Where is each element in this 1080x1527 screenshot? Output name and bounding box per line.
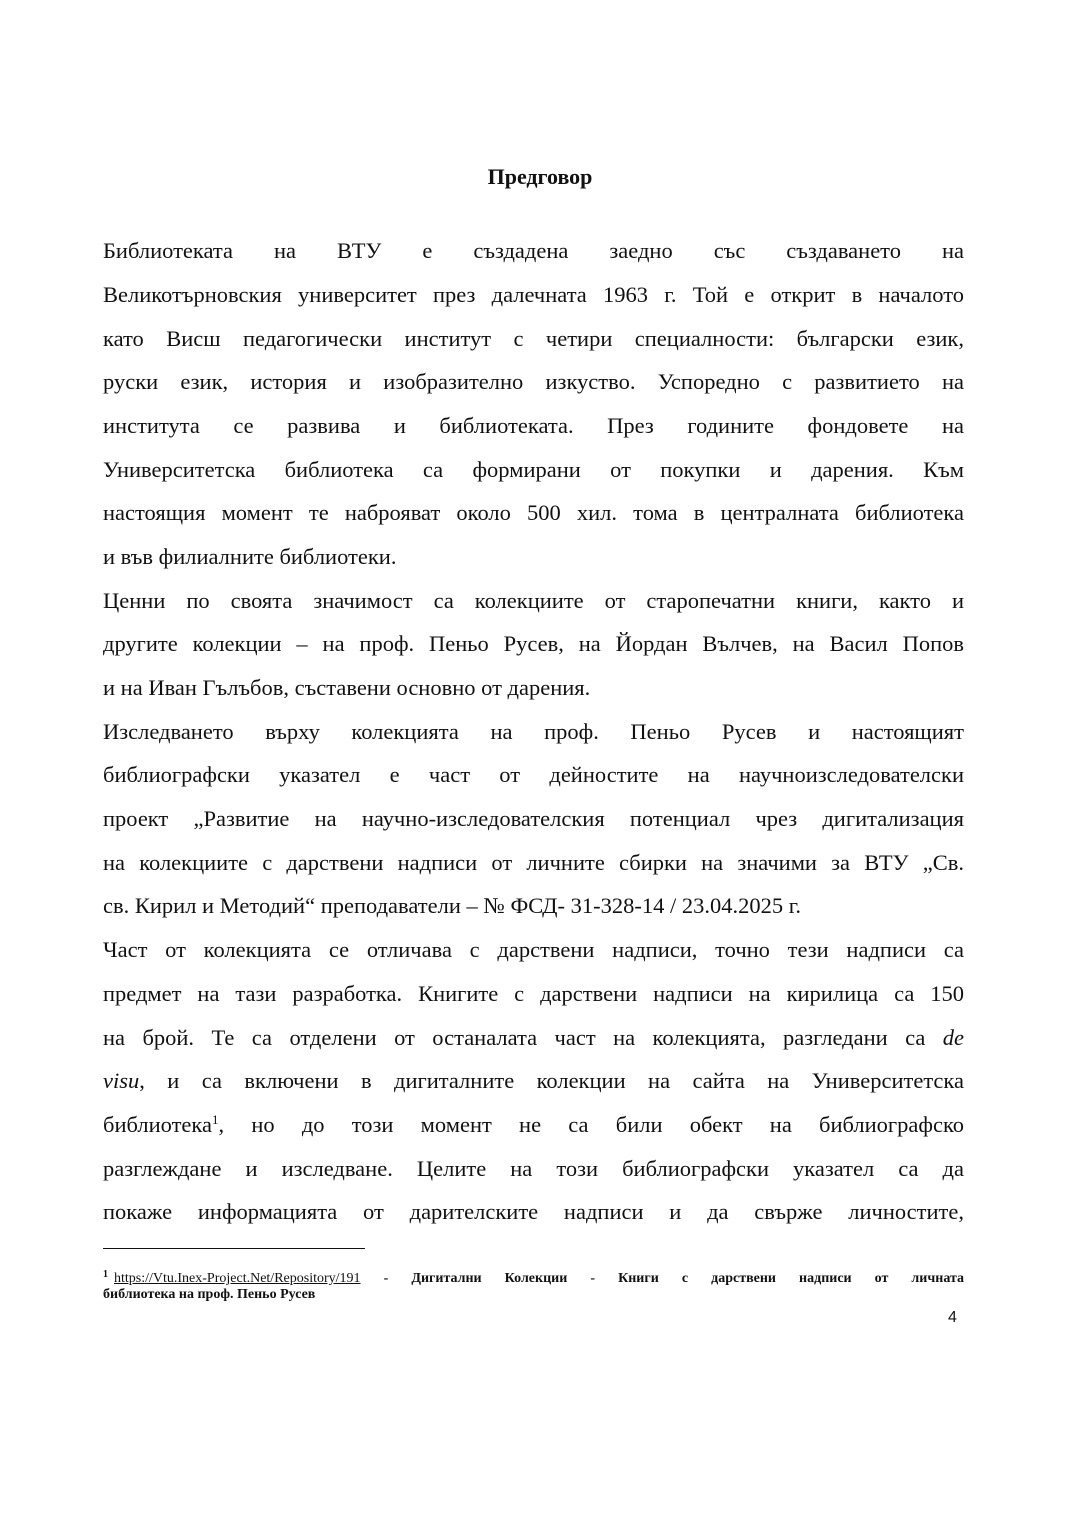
paragraph-line: библиографски указател е част от дейностите на научноизследователски (103, 762, 964, 787)
paragraph-line: настоящия момент те наброяват около 500 хил. тома в централната библиотека (103, 500, 964, 525)
paragraph-line: св. Кирил и Методий“ преподаватели – № ФСД- 31-328-14 / 23.04.2025 г. (103, 893, 802, 918)
paragraph-line: института се развива и библиотеката. През годините фондовете на (103, 413, 964, 438)
line-punct: , (139, 1068, 145, 1093)
footnote (103, 1266, 964, 1288)
line-text: но до този момент не са били обект на библиографско (251, 1112, 964, 1137)
italic-term: visu (103, 1068, 140, 1093)
footnote-link[interactable]: https://Vtu.Inex-Project.Net/Repository/191 (114, 1271, 361, 1286)
paragraph-line: руски език, история и изобразително изкуство. Успоредно с развитието на (103, 369, 964, 394)
paragraph-line: Великотърновския университет през далечната 1963 г. Той е открит в началото (103, 282, 964, 307)
paragraph-line: Ценни по своята значимост са колекциите от старопечатни книги, както и (103, 588, 964, 613)
paragraph-line: покаже информацията от дарителските надписи и да свърже личностите, (103, 1199, 964, 1224)
paragraph-line: предмет на тази разработка. Книгите с дарствени надписи на кирилица са 150 (103, 981, 964, 1006)
line-text: и са включени в дигиталните колекции на сайта на Университетска (167, 1068, 964, 1093)
line-text: библиотека (103, 1112, 212, 1137)
paragraph-line: на колекциите с дарствени надписи от личните сбирки на значими за ВТУ „Св. (103, 850, 964, 875)
paragraph-line: и на Иван Гълъбов, съставени основно от дарения. (103, 675, 591, 700)
paragraph-line: разглеждане и изследване. Целите на този библиографски указател са да (103, 1156, 964, 1181)
paragraph-line: и във филиалните библиотеки. (103, 544, 397, 569)
footnote-separator (103, 1248, 365, 1249)
paragraph-line (103, 1067, 964, 1095)
line-punct: , (218, 1112, 225, 1137)
paragraph-line: като Висш педагогически институт с четири специалности: български език, (103, 326, 964, 351)
footnote-continuation: библиотека на проф. Пеньо Русев (103, 1287, 316, 1302)
paragraph-line: другите колекции – на проф. Пеньо Русев, на Йордан Вълчев, на Васил Попов (103, 631, 964, 656)
paragraph-line: Библиотеката на ВТУ е създадена заедно със създаването на (103, 238, 964, 263)
paragraph-line: Част от колекцията се отличава с дарствени надписи, точно тези надписи са (103, 937, 964, 962)
paragraph-line (103, 1111, 964, 1139)
paragraph-line: Университетска библиотека са формирани от покупки и дарения. Към (103, 457, 964, 482)
footnote-text: - Дигитални Колекции - Книги с дарствени надписи от личната (383, 1271, 965, 1286)
page-title: Предговор (487, 164, 593, 189)
paragraph-line: проект „Развитие на научно-изследователския потенциал чрез дигитализация (103, 806, 964, 831)
footnote-reference[interactable]: 1 (212, 1112, 219, 1127)
italic-term: de (942, 1025, 964, 1050)
line-text: на брой. Те са отделени от останалата част на колекцията, разгледани са (103, 1025, 926, 1050)
footnote-marker: 1 (103, 1269, 108, 1280)
paragraph-line (103, 1024, 964, 1052)
page-number: 4 (948, 1309, 957, 1326)
paragraph-line: Изследването върху колекцията на проф. Пеньо Русев и настоящият (103, 719, 964, 744)
